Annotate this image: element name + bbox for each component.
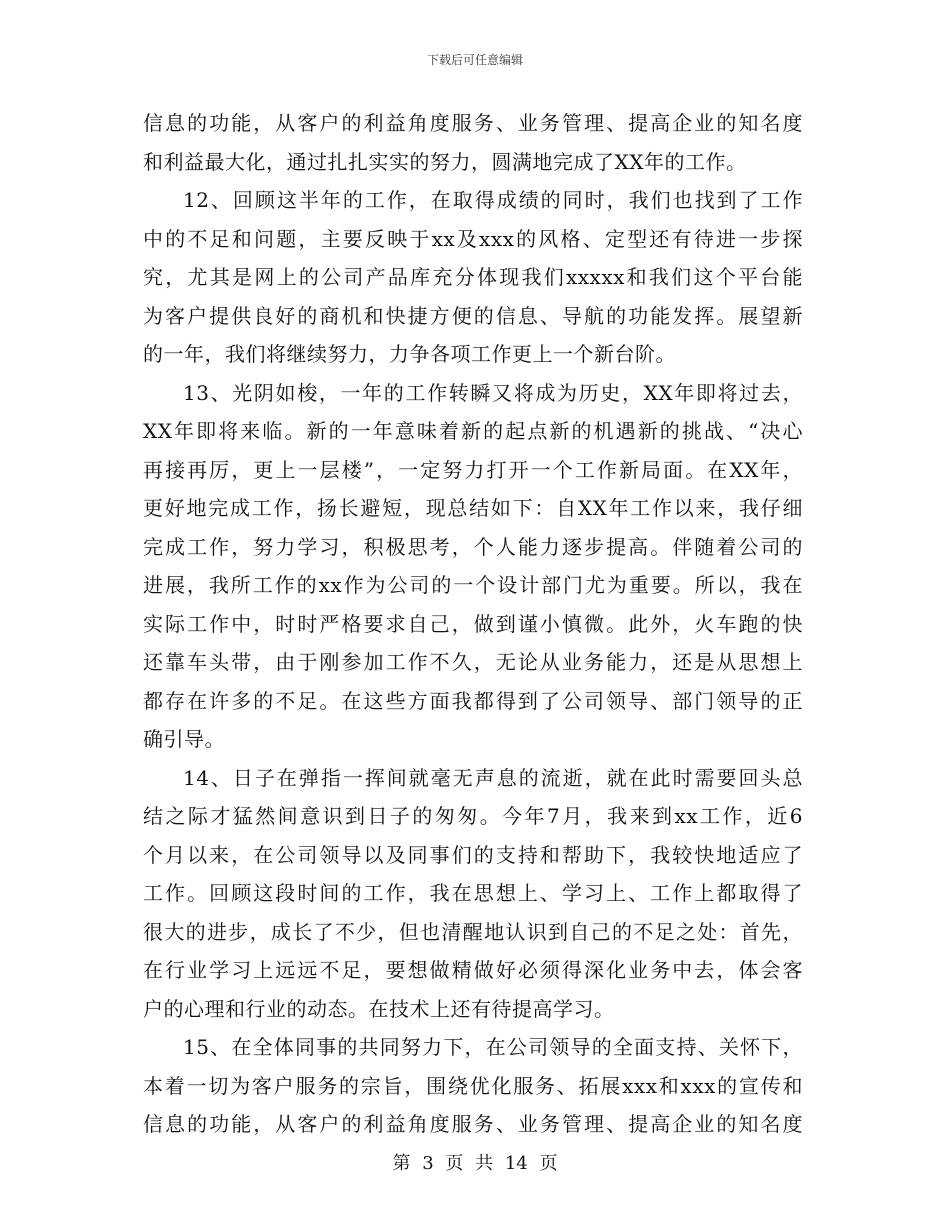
text-line: 本着一切为客户服务的宗旨，围绕优化服务、拓展xxx和xxx的宣传和	[143, 1073, 803, 1098]
text-line: 更好地完成工作，扬长避短，现总结如下：自XX年工作以来，我仔细	[143, 496, 803, 520]
text-line: 中的不足和问题，主要反映于xx及xxx的风格、定型还有待进一步探	[143, 226, 803, 251]
text-line: 很大的进步，成长了不少，但也清醒地认识到自己的不足之处：首先，	[143, 919, 803, 944]
text-line: 完成工作，努力学习，积极思考，个人能力逐步提高。伴随着公司的	[143, 534, 803, 559]
text-line: 究，尤其是网上的公司产品库充分体现我们xxxxx和我们这个平台能	[143, 265, 803, 289]
text-line: 的一年，我们将继续努力，力争各项工作更上一个新台阶。	[143, 342, 676, 366]
text-line: 信息的功能，从客户的利益角度服务、业务管理、提高企业的知名度	[143, 1112, 803, 1136]
page-header: 下载后可任意编辑	[426, 53, 523, 67]
text-line: 个月以来，在公司领导以及同事们的支持和帮助下，我较快地适应了	[143, 842, 803, 867]
text-line: 户的心理和行业的动态。在技术上还有待提高学习。	[143, 996, 615, 1021]
text-line: 和利益最大化，通过扎扎实实的努力，圆满地完成了XX年的工作。	[143, 149, 747, 174]
text-line: 在行业学习上远远不足，要想做精做好必须得深化业务中去，体会客	[143, 958, 803, 982]
text-line: 结之际才猛然间意识到日子的匆匆。今年7月，我来到xx工作，近6	[143, 804, 803, 828]
paragraph-15-start: 15、在全体同事的共同努力下，在公司领导的全面支持、关怀下，	[183, 1035, 803, 1059]
text-line: 进展，我所工作的xx作为公司的一个设计部门尤为重要。所以，我在	[143, 573, 803, 597]
text-line: 信息的功能，从客户的利益角度服务、业务管理、提高企业的知名度	[143, 111, 803, 135]
text-line: 还靠车头带，由于刚参加工作不久，无论从业务能力，还是从思想上	[143, 650, 803, 674]
text-line: 为客户提供良好的商机和快捷方便的信息、导航的功能发挥。展望新	[143, 303, 803, 328]
text-line: 工作。回顾这段时间的工作，我在思想上、学习上、工作上都取得了	[143, 881, 803, 905]
document-body	[143, 104, 803, 1144]
text-line: 都存在许多的不足。在这些方面我都得到了公司领导、部门领导的正	[143, 688, 803, 713]
paragraph-13-start: 13、光阴如梭，一年的工作转瞬又将成为历史，XX年即将过去，	[183, 380, 803, 405]
text-line: 确引导。	[143, 727, 225, 751]
text-line: 再接再厉，更上一层楼”，一定努力打开一个工作新局面。在XX年，	[143, 457, 803, 482]
paragraph-12-start: 12、回顾这半年的工作，在取得成绩的同时，我们也找到了工作	[183, 188, 803, 212]
page-number-footer: 第 3 页 共 14 页	[392, 1153, 558, 1174]
paragraph-14-start: 14、日子在弹指一挥间就毫无声息的流逝，就在此时需要回头总	[183, 765, 803, 790]
text-line: XX年即将来临。新的一年意味着新的起点新的机遇新的挑战、“决心	[143, 419, 803, 443]
text-line: 实际工作中，时时严格要求自己，做到谨小慎微。此外，火车跑的快	[143, 611, 803, 636]
